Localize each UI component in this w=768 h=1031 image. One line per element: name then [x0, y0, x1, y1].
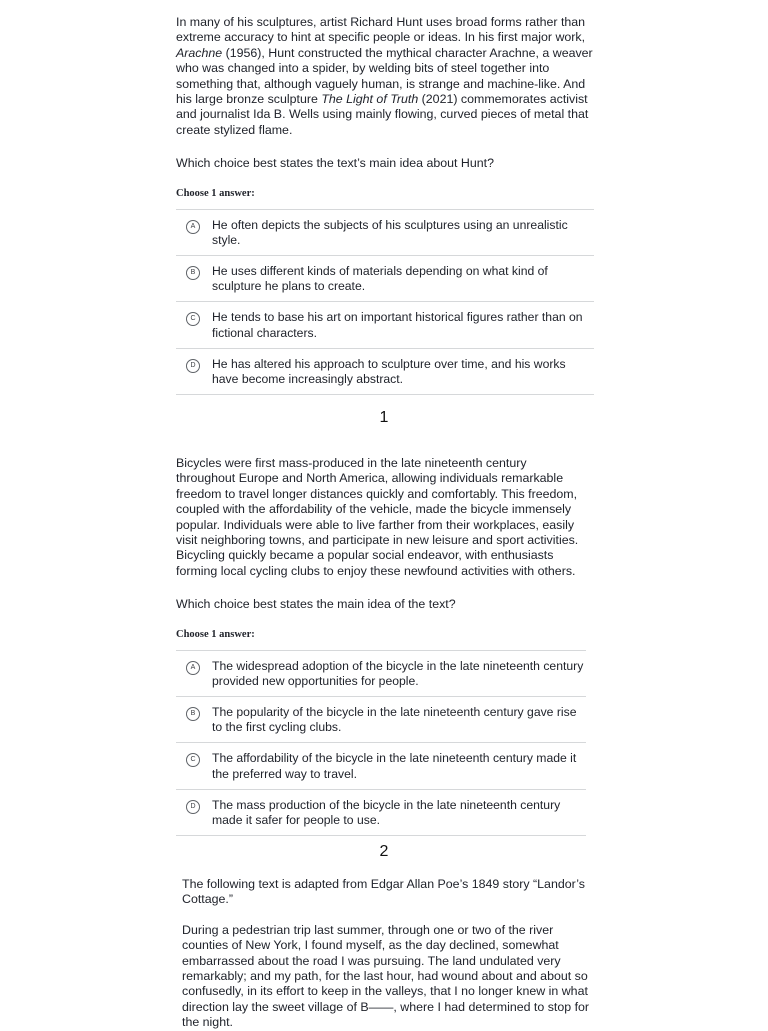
- question-number-2: 2: [379, 843, 389, 860]
- question-3: [182, 877, 590, 1031]
- choose-label: Choose 1 answer:: [176, 628, 255, 640]
- choice-text: He uses different kinds of materials depending on what kind of sculpture he plans to create.: [212, 264, 548, 294]
- passage-intro: The following text is adapted from Edgar Allan Poe’s 1849 story “Landor’s Cottage.”: [182, 877, 585, 907]
- choice-text: The popularity of the bicycle in the late nineteenth century gave rise to the first cycling clubs.: [212, 705, 577, 735]
- choice-text: He has altered his approach to sculpture over time, and his works have become increasingly abstract.: [212, 356, 566, 387]
- choose-label: Choose 1 answer:: [176, 187, 255, 199]
- choice-b[interactable]: [176, 697, 586, 743]
- passage-text: (1956), Hunt constructed the mythical character Arachne, a weaver who was changed into a spider, by welding bits of steel together into something that, although vaguely human, is strange and machine-like. And his large bronze sculpture: [176, 45, 593, 107]
- choice-letter-a: A: [186, 220, 200, 234]
- choice-c[interactable]: [176, 743, 586, 789]
- choice-a[interactable]: [176, 651, 586, 697]
- choice-text: The mass production of the bicycle in the late nineteenth century made it safer for people to use.: [212, 797, 561, 828]
- choice-letter-d: D: [186, 359, 200, 373]
- choice-b[interactable]: [176, 256, 594, 302]
- passage-text: In many of his sculptures, artist Richard Hunt uses broad forms rather than extreme accuracy to hint at specific people or ideas. In his first major work,: [176, 15, 586, 45]
- choice-text: The affordability of the bicycle in the late nineteenth century made it the preferred way to travel.: [212, 751, 577, 781]
- choice-letter-b: B: [186, 266, 200, 280]
- question-prompt: Which choice best states the main idea of the text?: [176, 597, 456, 612]
- choice-text: The widespread adoption of the bicycle in the late nineteenth century provided new opportunities for people.: [212, 658, 584, 688]
- choice-c[interactable]: [176, 302, 594, 348]
- choice-letter-c: C: [186, 312, 200, 326]
- artwork-title: Arachne: [176, 45, 223, 60]
- question-2: [176, 456, 586, 836]
- artwork-title: The Light of Truth: [321, 92, 419, 107]
- choice-letter-c: C: [186, 753, 200, 767]
- choice-d[interactable]: [176, 790, 586, 836]
- choice-letter-b: B: [186, 707, 200, 721]
- choice-text: He often depicts the subjects of his sculptures using an unrealistic style.: [212, 217, 568, 247]
- choice-letter-a: A: [186, 661, 200, 675]
- passage-text: (2021) commemorates activist and journalist Ida B. Wells using mainly flowing, curved pieces of metal that create stylized flame.: [176, 92, 589, 137]
- choice-a[interactable]: [176, 210, 594, 256]
- question-number-1: 1: [379, 409, 389, 426]
- question-prompt: Which choice best states the text’s main idea about Hunt?: [176, 156, 494, 171]
- answer-choices: [176, 650, 586, 837]
- choice-text: He tends to base his art on important historical figures rather than on fictional characters.: [212, 310, 583, 340]
- passage-1: [176, 15, 594, 138]
- question-1: [176, 15, 594, 395]
- choice-d[interactable]: [176, 349, 594, 395]
- passage-3: During a pedestrian trip last summer, through one or two of the river counties of New York, I found myself, as the day declined, somewhat embarrassed about the road I was pursuing. The land undulated very remarkably; and my path, for the last hour, had wound about and about so confusedly, in its effort to keep in the valleys, that I no longer knew in what direction lay the sweet village of B——, where I had determined to stop for the night.: [182, 922, 590, 1030]
- choice-letter-d: D: [186, 800, 200, 814]
- passage-2: Bicycles were first mass-produced in the late nineteenth century throughout Europe and North America, allowing individuals remarkable freedom to travel longer distances quickly and comfortably. This freedom, coupled with the affordability of the vehicle, made the bicycle immensely popular. Individuals were able to live farther from their workplaces, easily visit neighboring towns, and participate in new leisure and sport activities. Bicycling quickly became a popular social endeavor, with enthusiasts forming local cycling clubs to enjoy these newfound activities with others.: [176, 456, 579, 578]
- answer-choices: [176, 209, 594, 396]
